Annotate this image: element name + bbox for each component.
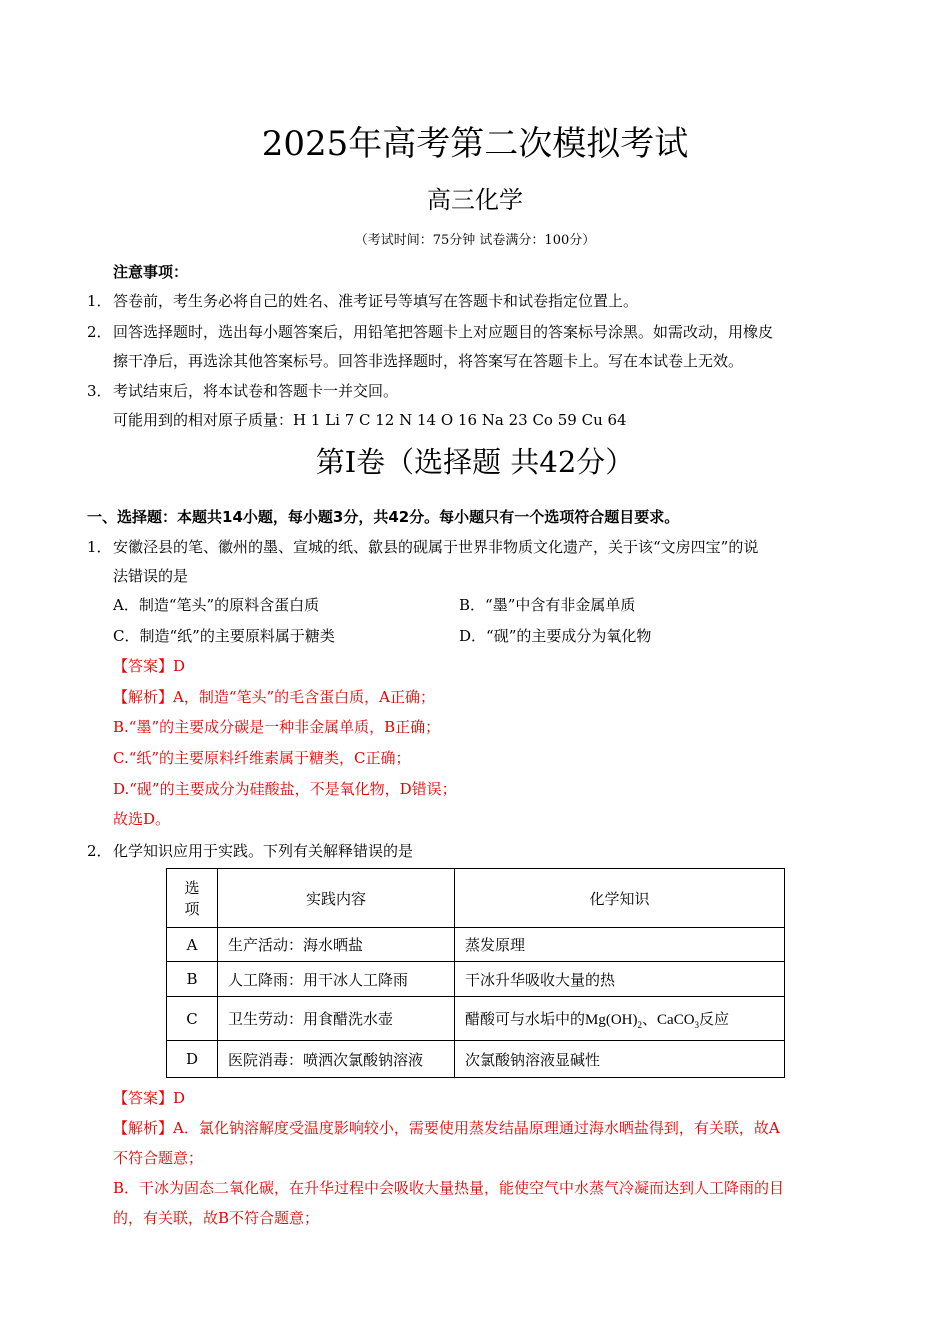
table-row xyxy=(167,962,785,997)
table-row xyxy=(167,1041,785,1078)
q1-conclusion: 故选D。 xyxy=(113,810,171,828)
notice-heading: 注意事项： xyxy=(113,263,189,281)
atomic-masses: 可能用到的相对原子质量：H 1 Li 7 C 12 N 14 O 16 Na 23 Co 59 Cu 64 xyxy=(113,411,627,429)
q1-number: 1． xyxy=(87,538,112,556)
row-practice: 医院消毒：喷洒次氯酸钠溶液 xyxy=(218,1041,455,1078)
q1-analysis-d: D.“砚”的主要成分为硅酸盐，不是氧化物，D错误； xyxy=(113,780,457,798)
exam-info: （考试时间：75分钟 试卷满分：100分） xyxy=(354,233,596,248)
header-knowledge: 化学知识 xyxy=(455,869,785,928)
row-knowledge: 干冰升华吸收大量的热 xyxy=(455,962,785,997)
q2-answer xyxy=(113,1087,185,1108)
row-practice: 人工降雨：用干冰人工降雨 xyxy=(218,962,455,997)
q1-stem-text: 安徽泾县的笔、徽州的墨、宣城的纸、歙县的砚属于世界非物质文化遗产，关于该“文房四宝”的说 xyxy=(113,538,759,556)
analysis-text: A．氯化钠溶解度受温度影响较小，需要使用蒸发结晶原理通过海水晒盐得到，有关联，故A xyxy=(173,1119,780,1137)
section-heading: 第Ⅰ卷（选择题 共42分） xyxy=(315,445,635,479)
q2-stem xyxy=(87,840,413,861)
q2-analysis-a-cont: 不符合题意； xyxy=(113,1149,204,1167)
q1-analysis-c: C.“纸”的主要原料纤维素属于糖类，C正确； xyxy=(113,749,411,767)
notice-item-text: 答卷前，考生务必将自己的姓名、准考证号等填写在答题卡和试卷指定位置上。 xyxy=(113,292,639,310)
row-option: D xyxy=(167,1041,218,1078)
exam-subtitle: 高三化学 xyxy=(427,186,523,214)
section-instruction: 一、选择题：本题共14小题，每小题3分，共42分。每小题只有一个选项符合题目要求。 xyxy=(87,508,680,526)
analysis-text: A，制造“笔头”的毛含蛋白质，A正确； xyxy=(173,688,436,706)
q2-analysis-b: B．干冰为固态二氧化碳，在升华过程中会吸收大量热量，能使空气中水蒸气冷凝而达到人工降雨的目 xyxy=(113,1179,785,1197)
notice-item-1 xyxy=(87,290,638,311)
analysis-tag: 【解析】 xyxy=(113,688,174,706)
row-knowledge: 醋酸可与水垢中的$Mg(OH)_2$、CaCO$_3$反应 xyxy=(455,997,785,1041)
q2-analysis-b-cont: 的，有关联，故B不符合题意； xyxy=(113,1209,320,1227)
notice-item-number: 2． xyxy=(87,323,112,341)
notice-item-text: 回答选择题时，选出每小题答案后，用铅笔把答题卡上对应题目的答案标号涂黑。如需改动，用橡皮 xyxy=(113,323,774,341)
q1-analysis-a xyxy=(113,686,435,707)
q1-option-b: B．“墨”中含有非金属单质 xyxy=(459,596,636,614)
row-practice: 卫生劳动：用食醋洗水壶 xyxy=(218,997,455,1041)
q1-answer xyxy=(113,655,185,676)
answer-value: D xyxy=(173,657,186,675)
header-option: 选 项 xyxy=(167,869,218,928)
formula-mg-oh: $Mg(OH)_2$ xyxy=(585,1011,643,1030)
q1-analysis-b: B.“墨”的主要成分碳是一种非金属单质，B正确； xyxy=(113,718,441,736)
formula-caco3: CaCO$_3$ xyxy=(657,1011,700,1030)
row-option: B xyxy=(167,962,218,997)
q1-stem xyxy=(87,536,758,557)
notice-item-2 xyxy=(87,321,773,342)
answer-tag: 【答案】 xyxy=(113,657,174,675)
header-practice: 实践内容 xyxy=(218,869,455,928)
row-knowledge: 次氯酸钠溶液显碱性 xyxy=(455,1041,785,1078)
q1-option-a: A．制造“笔头”的原料含蛋白质 xyxy=(113,596,320,614)
row-option: A xyxy=(167,928,218,962)
exam-title: 2025年高考第二次模拟考试 xyxy=(261,124,689,164)
notice-item-2-cont: 擦干净后，再选涂其他答案标号。回答非选择题时，将答案写在答题卡上。写在本试卷上无效。 xyxy=(113,352,744,370)
table-header-row xyxy=(167,869,785,928)
row-practice: 生产活动：海水晒盐 xyxy=(218,928,455,962)
notice-item-3 xyxy=(87,380,398,401)
q2-analysis-a xyxy=(113,1117,780,1138)
q2-number: 2． xyxy=(87,842,112,860)
row-option: C xyxy=(167,997,218,1041)
notice-item-number: 3． xyxy=(87,382,112,400)
q2-stem-text: 化学知识应用于实践。下列有关解释错误的是 xyxy=(113,842,414,860)
answer-value: D xyxy=(173,1089,186,1107)
answer-tag: 【答案】 xyxy=(113,1089,174,1107)
q1-option-c: C．制造“纸”的主要原料属于糖类 xyxy=(113,627,335,645)
q2-table xyxy=(166,868,785,1078)
q1-option-d: D．“砚”的主要成分为氧化物 xyxy=(459,627,652,645)
q1-stem-cont: 法错误的是 xyxy=(113,567,189,585)
table-row xyxy=(167,997,785,1041)
analysis-tag: 【解析】 xyxy=(113,1119,174,1137)
notice-item-text: 考试结束后，将本试卷和答题卡一并交回。 xyxy=(113,382,399,400)
notice-item-number: 1． xyxy=(87,292,112,310)
table-row xyxy=(167,928,785,962)
row-knowledge: 蒸发原理 xyxy=(455,928,785,962)
